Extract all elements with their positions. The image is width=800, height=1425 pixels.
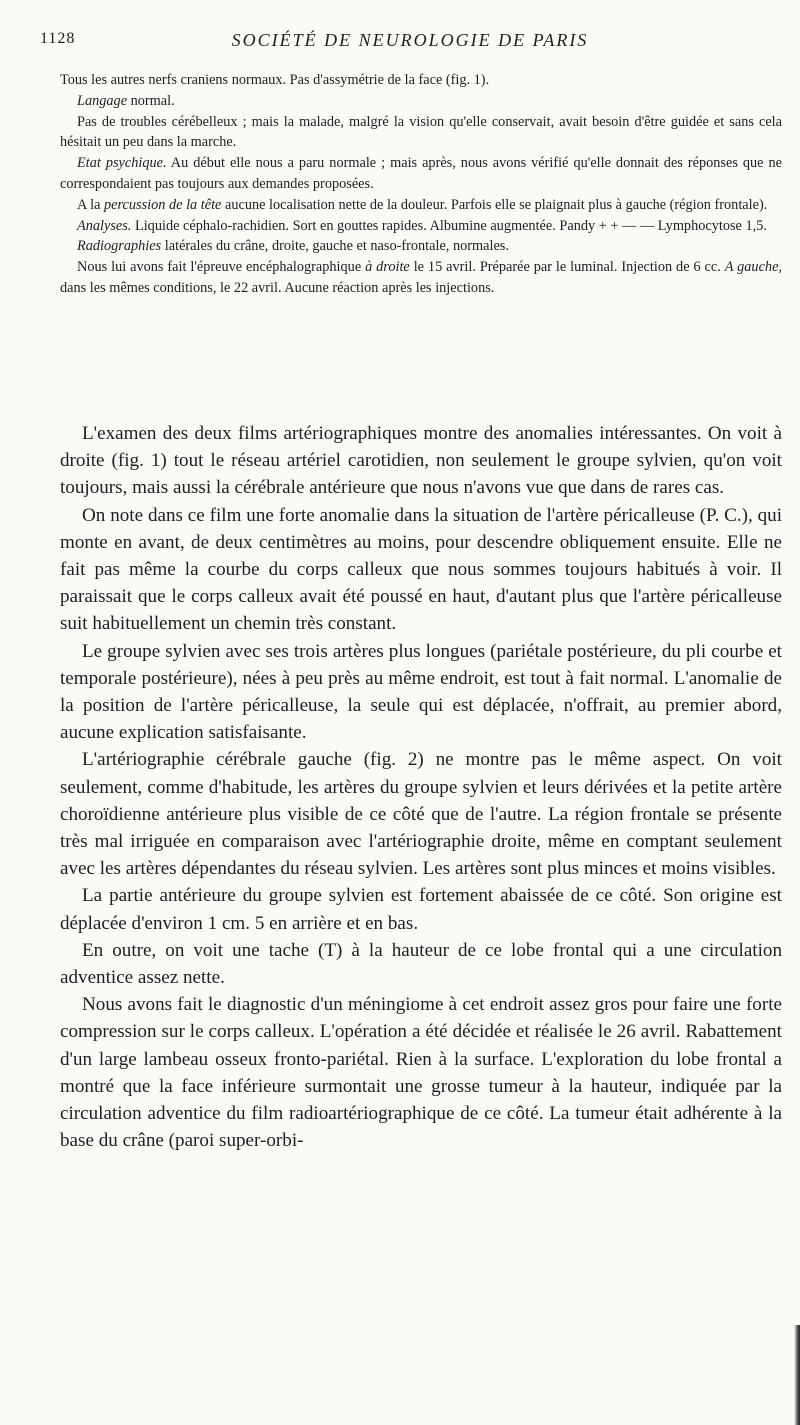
- clinical-paragraph: Analyses. Liquide céphalo-rachidien. Sort en gouttes rapides. Albumine augmentée. Pandy + + — — Lymphocytose 1,5.: [77, 217, 767, 234]
- section-label: Etat psychique.: [77, 155, 167, 172]
- clinical-paragraph: Pas de troubles cérébelleux ; mais la malade, malgré la vision qu'elle conservait, avait besoin d'être guidée et sans cela hésitait un peu dans la marche.: [60, 113, 782, 151]
- body-paragraph: Le groupe sylvien avec ses trois artères plus longues (pariétale postérieure, du pli courbe et temporale postérieure), nées à peu près au même endroit, est tout à fait normal. L'anomalie de la position de l'artère péricalleuse, la seule qui est déplacée, n'offrait, au premier abord, aucune explication satisfaisante.: [60, 640, 782, 744]
- clinical-paragraph: Langage normal.: [77, 92, 175, 109]
- clinical-paragraph: Radiographies latérales du crâne, droite, gauche et naso-frontale, normales.: [77, 238, 509, 255]
- body-paragraph: En outre, on voit une tache (T) à la hauteur de ce lobe frontal qui a une circulation adventice assez nette.: [60, 939, 782, 989]
- clinical-paragraph: Tous les autres nerfs craniens normaux. Pas d'assymétrie de la face (fig. 1).: [60, 72, 490, 88]
- body-text: [60, 420, 782, 1154]
- body-paragraph: Nous avons fait le diagnostic d'un méningiome à cet endroit assez gros pour faire une forte compression sur le corps calleux. L'opération a été décidée et réalisée le 26 avril. Rabattement d'un large lambeau osseux fronto-pariétal. Rien à la surface. L'exploration du lobe frontal a montré que la face inférieure surmontait une grosse tumeur à la hauteur, indiquée par la circulation adventice du film radioartériographique de ce côté. La tumeur était adhérente à la base du crâne (paroi super-orbi-: [60, 994, 782, 1152]
- clinical-paragraph: Nous lui avons fait l'épreuve encéphalographique à droite le 15 avril. Préparée par le luminal. Injection de 6 cc. A gauche, dans les mêmes conditions, le 22 avril. Aucune réaction après les injections.: [60, 259, 782, 296]
- clinical-notes: [60, 70, 782, 299]
- page-number: 1128: [40, 30, 76, 47]
- body-paragraph: L'examen des deux films artériographiques montre des anomalies intéressantes. On voit à droite (fig. 1) tout le réseau artériel carotidien, non seulement le groupe sylvien, qu'on voit toujours, mais aussi la cérébrale antérieure que nous n'avons vue que dans de rares cas.: [60, 423, 782, 499]
- body-paragraph: L'artériographie cérébrale gauche (fig. 2) ne montre pas le même aspect. On voit seulement, comme d'habitude, les artères du groupe sylvien et leurs dérivées et la petite artère choroïdienne antérieure plus visible de ce côté que de l'autre. La région frontale se présente très mal irriguée en comparaison avec l'artériographie droite, même en comptant seulement avec les artères dépendantes du réseau sylvien. Les artères sont plus minces et moins visibles.: [60, 749, 782, 880]
- section-label: Analyses.: [77, 217, 132, 234]
- section-label: percussion de la tête: [104, 196, 222, 213]
- page-edge-shadow: [794, 1325, 800, 1425]
- page-header: [40, 22, 780, 52]
- clinical-paragraph: A la percussion de la tête aucune localisation nette de la douleur. Parfois elle se plaignait plus à gauche (région frontale).: [77, 196, 768, 213]
- body-paragraph: On note dans ce film une forte anomalie dans la situation de l'artère péricalleuse (P. C.), qui monte en avant, de deux centimètres au moins, pour descendre obliquement ensuite. Elle ne fait pas même la courbe du corps calleux que nous sommes toujours habitués à voir. Il paraissait que le corps calleux avait été poussé en haut, d'autant plus que l'artère péricalleuse suit habituellement un chemin très constant.: [60, 504, 782, 635]
- section-label: Langage: [77, 92, 128, 109]
- running-title: SOCIÉTÉ DE NEUROLOGIE DE PARIS: [231, 30, 589, 50]
- clinical-paragraph: Etat psychique. Au début elle nous a paru normale ; mais après, nous avons vérifié qu'elle donnait des réponses que ne correspondaient pas toujours aux demandes proposées.: [60, 155, 782, 192]
- section-label: Radiographies: [77, 238, 162, 255]
- body-paragraph: La partie antérieure du groupe sylvien est fortement abaissée de ce côté. Son origine est déplacée d'environ 1 cm. 5 en arrière et en bas.: [60, 885, 782, 934]
